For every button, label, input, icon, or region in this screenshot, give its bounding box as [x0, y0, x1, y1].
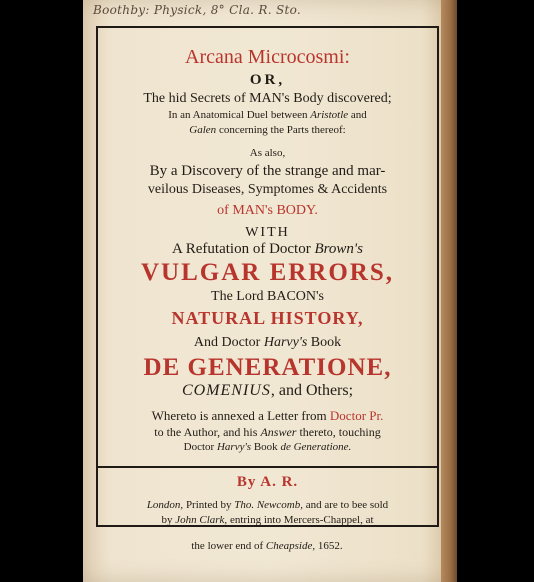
title-line-vulgar-errors: VULGAR ERRORS, — [140, 259, 395, 286]
title-line-18-a: Whereto is annexed a Letter from — [151, 408, 330, 423]
title-line-3: The hid Secrets of MAN's Body discovered; — [143, 91, 392, 106]
title-line-9: of MAN's BODY. — [217, 203, 318, 218]
divider-rule — [98, 466, 437, 468]
title-line-11-a: A Refutation of Doctor — [172, 241, 315, 257]
manuscript-inscription: Boothby: Physick, 8° Cla. R. Sto. — [93, 3, 302, 17]
imprint-line-3-b: Cheapside, — [265, 540, 316, 552]
imprint-line-2-c: entring into Mercers-Chappel, at — [227, 514, 374, 526]
imprint-line-1-d: and are to bee sold — [302, 499, 389, 511]
title-line-20-d: de Generatione. — [280, 441, 352, 453]
title-line-17-b: , and Others; — [270, 382, 354, 399]
imprint-line-1-c: Tho. Newcomb, — [234, 499, 303, 511]
title-line-6: As also, — [249, 147, 286, 159]
imprint-line-3-c: 1652. — [315, 540, 343, 552]
imprint-line-2 — [98, 515, 437, 526]
title-line-or: OR, — [249, 72, 286, 88]
book-spine-edge — [441, 0, 457, 582]
title-page — [83, 0, 451, 582]
title-line-17-a: COMENIUS — [181, 382, 271, 399]
title-line-5 — [98, 125, 437, 136]
author-line: By A. R. — [236, 474, 299, 490]
imprint-line-2-a: by — [161, 514, 176, 526]
title-line-4 — [98, 110, 437, 121]
title-line-15-b: Harvy's — [263, 335, 308, 350]
title-line-17 — [98, 383, 437, 399]
imprint-line-1-a: London, — [146, 499, 184, 511]
title-line-20-a: Doctor — [183, 441, 217, 453]
title-line-15-a: And Doctor — [193, 335, 264, 350]
title-line-20-b: Harvy's — [216, 441, 252, 453]
title-frame — [96, 26, 439, 527]
title-line-19-a: to the Author, and his — [154, 425, 261, 439]
title-line-4-c: and — [348, 109, 367, 121]
title-line-with: WITH — [245, 225, 290, 240]
imprint-line-3 — [83, 541, 451, 552]
title-line-5-a: Galen — [189, 124, 217, 136]
title-line-19-b: Answer — [260, 425, 297, 439]
title-line-15 — [98, 336, 437, 350]
title-line-13: The Lord BACON's — [211, 289, 324, 304]
title-line-8: veilous Diseases, Symptomes & Accidents — [147, 182, 388, 197]
title-line-19 — [98, 426, 437, 438]
title-line-4-a: In an Anatomical Duel between — [168, 109, 311, 121]
title-line-de-generatione: DE GENERATIONE, — [143, 354, 392, 381]
title-line-11-b: Brown's — [314, 241, 363, 257]
title-line-7: By a Discovery of the strange and mar- — [149, 163, 386, 179]
title-line-20 — [98, 442, 437, 453]
imprint-line-1 — [98, 500, 437, 511]
imprint-line-1-b: Printed by — [183, 499, 235, 511]
title-line-5-b: concerning the Parts thereof: — [216, 124, 346, 136]
title-line-11 — [98, 242, 437, 257]
title-line-natural-history: NATURAL HISTORY, — [171, 308, 364, 328]
imprint-line-2-b: John Clark, — [175, 514, 228, 526]
title-line-4-b: Aristotle — [310, 109, 349, 121]
title-line-18-b: Doctor Pr. — [329, 408, 384, 423]
title-line-20-c: Book — [251, 441, 281, 453]
title-line-19-c: thereto, touching — [296, 425, 381, 439]
imprint-line-3-a: the lower end of — [191, 540, 266, 552]
title-line-15-c: Book — [307, 335, 342, 350]
title-line-1: Arcana Microcosmi: — [185, 46, 350, 68]
title-line-18 — [98, 409, 437, 422]
